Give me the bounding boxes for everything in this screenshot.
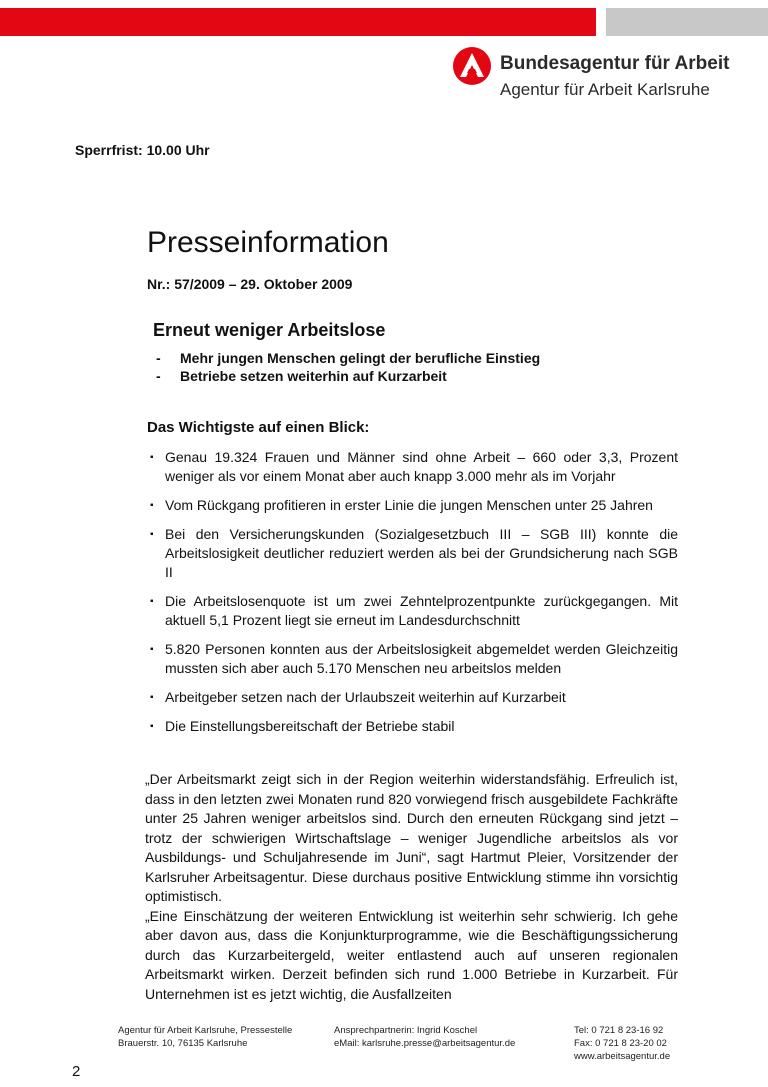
body-text (145, 770, 678, 1004)
document-number: Nr.: 57/2009 – 29. Oktober 2009 (147, 276, 353, 292)
header-red-bar (0, 8, 596, 36)
bullet-icon: ▪ (150, 692, 154, 703)
subheadline-list (156, 349, 540, 385)
subheadline-item: - Mehr jungen Menschen gelingt der berufliche Einstieg (156, 350, 541, 366)
subheadline-item: - Betriebe setzen weiterhin auf Kurzarbeit (156, 368, 447, 384)
key-point-item: ▪ Bei den Versicherungskunden (Sozialgesetzbuch III – SGB III) konnte die Arbeitslosigkeit deutlicher reduziert werden als bei der Grundsicherung nach SGB II (150, 526, 678, 580)
key-point-item: ▪ Die Einstellungsbereitschaft der Betriebe stabil (150, 718, 455, 734)
bullet-icon: ▪ (150, 596, 154, 607)
document-title: Presseinformation (147, 226, 389, 259)
key-point-item: ▪ Die Arbeitslosenquote ist um zwei Zehntelprozentpunkte zurückgegangen. Mit aktuell 5,1 Prozent liegt sie erneut im Landesdurchschnitt (150, 593, 678, 628)
page-number: 2 (72, 1063, 81, 1080)
footer-contact: Ansprechpartnerin: Ingrid Koschel eMail: karlsruhe.presse@arbeitsagentur.de (334, 1025, 516, 1049)
footer-phone: Tel: 0 721 8 23-16 92 Fax: 0 721 8 23-20 02 www.arbeitsagentur.de (574, 1025, 671, 1062)
key-points-list (150, 448, 678, 746)
key-point-item: ▪ 5.820 Personen konnten aus der Arbeitslosigkeit abgemeldet werden Gleichzeitig mussten sich aber auch 5.170 Menschen neu arbeitslos melden (150, 641, 678, 676)
embargo-notice: Sperrfrist: 10.00 Uhr (75, 142, 210, 158)
agency-logo-icon (452, 46, 492, 86)
headline: Erneut weniger Arbeitslose (153, 320, 386, 340)
bullet-icon: ▪ (150, 644, 154, 655)
org-name: Bundesagentur für Arbeit (500, 53, 730, 74)
key-point-item: ▪ Vom Rückgang profitieren in erster Linie die jungen Menschen unter 25 Jahren (150, 497, 653, 513)
key-points-heading: Das Wichtigste auf einen Blick: (147, 419, 370, 436)
org-subtitle: Agentur für Arbeit Karlsruhe (500, 80, 710, 99)
key-point-item: ▪ Arbeitgeber setzen nach der Urlaubszeit weiterhin auf Kurzarbeit (150, 689, 566, 705)
bullet-icon: ▪ (150, 529, 154, 540)
bullet-icon: ▪ (150, 452, 154, 463)
bullet-icon: ▪ (150, 500, 154, 511)
body-paragraph: „Eine Einschätzung der weiteren Entwicklung ist weiterhin sehr schwierig. Ich gehe aber davon aus, dass die Konjunkturprogramme, wie die Beschäftigungssicherung durch das Kurzarbeitergeld, weiter entlastend auch auf unseren regionalen Arbeitsmarkt wirken. Derzeit befinden sich rund 1.000 Betriebe in Kurzarbeit. Für Unternehmen ist es jetzt wichtig, die Ausfallzeiten (145, 907, 678, 1002)
footer-address: Agentur für Arbeit Karlsruhe, Pressestelle Brauerstr. 10, 76135 Karlsruhe (118, 1025, 293, 1049)
key-point-item: ▪ Genau 19.324 Frauen und Männer sind ohne Arbeit – 660 oder 3,3, Prozent weniger als vor einem Monat aber auch knapp 3.000 mehr als im Vorjahr (150, 449, 678, 484)
body-paragraph: „Der Arbeitsmarkt zeigt sich in der Region weiterhin widerstandsfähig. Erfreulich ist, dass in den letzten zwei Monaten rund 820 vorwiegend frisch ausgebildete Fachkräfte unter 25 Jahren weniger arbeitslos sind. Durch den erneuten Rückgang sind jetzt – trotz der schwierigen Wirtschaftslage – weniger Jugendliche arbeitslos als vor Ausbildungs- und Schuljahresende im Juni“, sagt Hartmut Pleier, Vorsitzender der Karlsruher Arbeitsagentur. Diese durchaus positive Entwicklung stimme ihn vorsichtig optimistisch. (145, 771, 678, 904)
header-gray-bar (606, 8, 768, 36)
bullet-icon: ▪ (150, 721, 154, 732)
